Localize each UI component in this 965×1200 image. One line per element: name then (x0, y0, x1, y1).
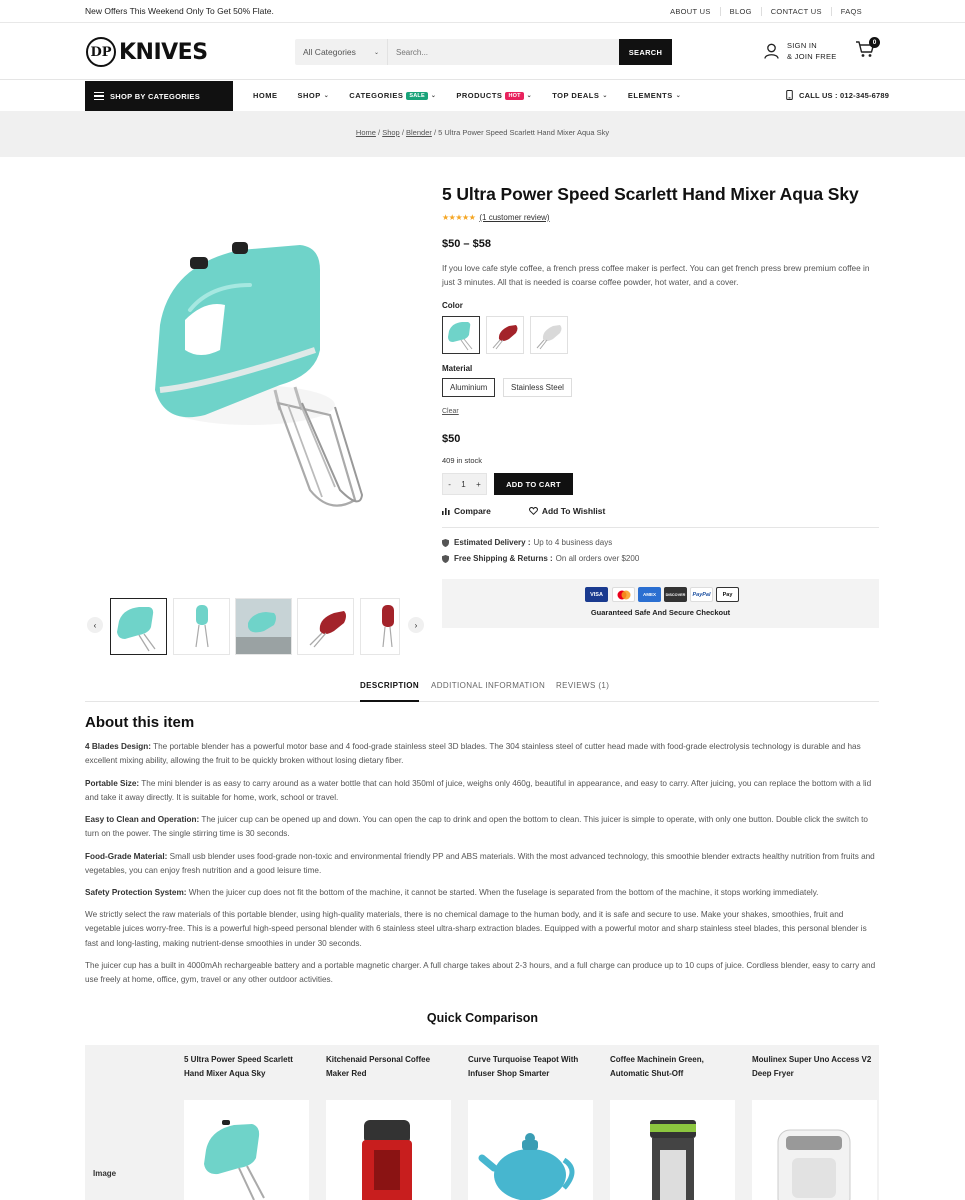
thumbnail[interactable] (173, 598, 230, 655)
main-nav (0, 80, 965, 111)
clear-selection-link[interactable]: Clear (442, 408, 459, 415)
comparison-product-image[interactable] (610, 1100, 735, 1200)
header (0, 23, 965, 80)
menu-icon (94, 92, 104, 100)
sign-in-link[interactable] (764, 40, 837, 62)
nav-item-label: TOP DEALS (552, 91, 600, 100)
breadcrumb-home[interactable]: Home (355, 128, 376, 137)
estimated-delivery (442, 538, 612, 547)
comparison-product-name[interactable]: Curve Turquoise Teapot With Infuser Shop Smarter (468, 1055, 579, 1078)
description-paragraph (85, 850, 880, 879)
tab-reviews[interactable]: REVIEWS (1) (556, 681, 610, 690)
quantity-value[interactable]: 1 (461, 479, 466, 489)
user-icon (764, 43, 779, 59)
join-label: & JOIN FREE (787, 52, 837, 61)
apple-pay-icon: Pay (716, 587, 739, 602)
bar-chart-icon (442, 507, 450, 515)
stock-status: 409 in stock (442, 456, 483, 465)
breadcrumb-shop[interactable]: Shop (382, 128, 400, 137)
quantity-increase-button[interactable]: + (476, 479, 481, 489)
contact-us-link[interactable]: CONTACT US (761, 7, 831, 16)
comparison-product-image[interactable] (326, 1100, 451, 1200)
comparison-product-name[interactable]: Coffee Machinein Green, Automatic Shut-Off (610, 1055, 704, 1078)
compare-label: Compare (454, 506, 491, 516)
heart-icon (529, 507, 538, 515)
color-label: Color (442, 301, 463, 310)
description-paragraph (85, 777, 880, 806)
breadcrumb-separator: / (433, 128, 437, 137)
material-option-aluminium[interactable]: Aluminium (442, 378, 495, 397)
logo[interactable] (86, 37, 208, 67)
paragraph-text: The juicer cup has a built in 4000mAh rechargeable battery and a portable magnetic charger. A full charge takes about 2-3 hours, and a full charge can produce up to 10 cups of juice. Cordless blender, easy to carry and use freely at home, office, gym, travel or any other outdoor activities. (85, 961, 876, 985)
logo-text: KNIVES (119, 39, 208, 65)
delivery-label: Estimated Delivery : (454, 538, 531, 547)
shipping-label: Free Shipping & Returns : (454, 554, 553, 563)
comparison-table (85, 1045, 879, 1200)
cart-count-badge: 0 (869, 37, 880, 48)
chevron-down-icon: ⌄ (430, 93, 437, 99)
paragraph-title: Portable Size: (85, 779, 140, 788)
image-row-label: Image (93, 1169, 117, 1178)
paragraph-text: When the juicer cup does not fit the bottom of the machine, it cannot be started. When the fuselage is separated from the bottom of the machine, it stops working immediately. (188, 888, 819, 897)
delivery-value: Up to 4 business days (533, 538, 613, 547)
main-product-image[interactable] (130, 225, 390, 555)
compare-button[interactable] (442, 506, 510, 516)
tab-additional-information[interactable]: ADDITIONAL INFORMATION (431, 681, 546, 690)
description-paragraph (85, 908, 880, 951)
paypal-icon: PayPal (690, 587, 713, 602)
sign-in-label: SIGN IN (787, 41, 818, 50)
rating-stars: ★★★★★ (442, 213, 476, 222)
discover-icon: DISCOVER (664, 587, 687, 602)
quantity-decrease-button[interactable]: - (448, 479, 451, 489)
add-to-wishlist-button[interactable] (529, 506, 625, 516)
call-us (786, 90, 889, 100)
review-link[interactable]: (1 customer review) (479, 213, 550, 222)
paragraph-text: The mini blender is as easy to carry around as a water bottle that can hold 350ml of juice, weighs only 460g, beautiful in appearance, and easy to carry. After juicing, you can replace the bottom with a lid and take it away directly. It is suitable for home, work, school or travel. (85, 779, 872, 803)
nav-menu (253, 80, 701, 111)
chevron-down-icon: ⌄ (675, 93, 682, 99)
description-paragraph (85, 740, 880, 769)
breadcrumb (0, 128, 965, 137)
thumbnail[interactable] (360, 598, 400, 655)
paragraph-text: We strictly select the raw materials of this portable blender, using high-quality materials, there is no chemical damage to the human body, and it is safe and secure to use. Make your shakes, smoothies, fruit and vegetable juices worry-free. This is a powerful high-speed personal blender with 6 stainless steel ultra-sharp extraction blades. Equipped with a powerful motor and sharp stainless steel blades, this personal blender is fast and long-lasting, making nutrient-dense smoothies in under 30 seconds. (85, 910, 867, 948)
paragraph-title: Food-Grade Material: (85, 852, 168, 861)
nav-item-top-deals[interactable] (552, 91, 608, 100)
shop-by-categories-label: SHOP BY CATEGORIES (110, 91, 201, 101)
chevron-down-icon: ⌄ (602, 93, 608, 99)
nav-item-label: ELEMENTS (627, 91, 673, 100)
search-bar (295, 39, 672, 65)
thumbnail-gallery (85, 596, 430, 656)
paragraph-title: 4 Blades Design: (85, 742, 151, 751)
hot-badge: HOT (505, 92, 523, 100)
selected-price: $50 (442, 433, 461, 445)
secure-checkout-box (442, 579, 879, 628)
comparison-product-name[interactable]: Kitchenaid Personal Coffee Maker Red (326, 1055, 431, 1078)
divider (442, 527, 879, 528)
description-paragraph (85, 959, 880, 988)
logo-mark: DP (86, 37, 116, 67)
comparison-product-image[interactable] (752, 1100, 877, 1200)
nav-item-label: SHOP (297, 91, 321, 100)
tab-description[interactable]: DESCRIPTION (360, 681, 419, 702)
paragraph-text: The juicer cup can be opened up and down. You can open the cap to drink and open the bottom to clean. This juicer is simple to operate, with only one button. Double click the switch to turn on the power. The single stirring time is 30 seconds. (85, 815, 868, 839)
nav-item-products[interactable] (456, 91, 532, 100)
shipping-value: On all orders over $200 (555, 554, 640, 563)
quick-comparison-heading: Quick Comparison (426, 1011, 539, 1025)
about-us-link[interactable]: ABOUT US (670, 6, 711, 16)
comparison-product-image[interactable] (468, 1100, 593, 1200)
thumbnail[interactable] (235, 598, 292, 655)
thumbnail[interactable] (297, 598, 354, 655)
product-rating (442, 213, 550, 222)
breadcrumb-blender[interactable]: Blender (406, 128, 432, 137)
paragraph-text: The portable blender has a powerful motor base and 4 food-grade stainless steel 3D blades. The 304 stainless steel of cutter head made with food-grade electrolysis technology is durable and has excellent mixing ability, allowing the fruit to be quickly broken without losing dietary fiber. (85, 742, 861, 766)
top-bar (0, 0, 965, 23)
material-option-stainless-steel[interactable]: Stainless Steel (503, 378, 572, 397)
mastercard-icon (612, 587, 635, 602)
quantity-stepper (442, 473, 487, 495)
paragraph-title: Easy to Clean and Operation: (85, 815, 200, 824)
product-description: If you love cafe style coffee, a french press coffee maker is perfect. You can get french press brew premium coffee in just 3 minutes. All that is needed is coarse coffee powder, hot water, and a cover. (442, 263, 870, 287)
thumbnail[interactable] (110, 598, 167, 655)
breadcrumb-separator: / (378, 128, 381, 137)
category-select[interactable] (295, 39, 388, 65)
cart-button[interactable] (855, 40, 877, 62)
paragraph-title: Safety Protection System: (85, 888, 187, 897)
shield-icon (442, 539, 449, 547)
description-paragraph (85, 886, 880, 900)
nav-item-label: HOME (253, 91, 278, 100)
breadcrumb-separator: / (401, 128, 404, 137)
chevron-down-icon: ⌄ (373, 49, 379, 56)
phone-icon (786, 90, 793, 100)
offer-text: New Offers This Weekend Only To Get 50% Flate. (85, 6, 274, 16)
product-actions (442, 506, 643, 516)
material-label: Material (442, 364, 473, 373)
shield-icon (442, 555, 449, 563)
chevron-right-icon[interactable]: › (408, 617, 424, 633)
shop-by-categories-button[interactable] (85, 81, 233, 111)
product-title: 5 Ultra Power Speed Scarlett Hand Mixer Aqua Sky (442, 184, 859, 204)
chevron-down-icon: ⌄ (323, 93, 330, 99)
comparison-product-name[interactable]: 5 Ultra Power Speed Scarlett Hand Mixer Aqua Sky (184, 1055, 293, 1078)
nav-item-label: PRODUCTS (456, 91, 503, 100)
add-to-cart-button[interactable]: ADD TO CART (494, 473, 573, 495)
breadcrumb-current: 5 Ultra Power Speed Scarlett Hand Mixer Aqua Sky (438, 128, 610, 137)
breadcrumb-band (0, 111, 965, 157)
category-select-value: All Categories (303, 47, 356, 57)
search-input[interactable] (388, 39, 619, 65)
call-us-text: CALL US : 012-345-6789 (799, 90, 890, 100)
product-tabs (85, 671, 879, 702)
top-links (661, 0, 871, 22)
price-range: $50 – $58 (442, 238, 491, 250)
comparison-product-image[interactable] (184, 1100, 309, 1200)
chevron-down-icon: ⌄ (526, 93, 533, 99)
color-swatch-red[interactable] (486, 316, 524, 354)
amex-icon: AMEX (638, 587, 661, 602)
free-shipping (442, 554, 639, 563)
blog-link[interactable]: BLOG (720, 7, 761, 16)
about-heading: About this item (85, 714, 195, 731)
description-paragraph (85, 813, 880, 842)
color-swatch-silver[interactable] (530, 316, 568, 354)
visa-icon: VISA (585, 587, 608, 602)
color-swatch-aqua[interactable] (442, 316, 480, 354)
nav-item-elements[interactable] (628, 91, 681, 100)
nav-item-home[interactable] (253, 91, 278, 100)
search-button[interactable]: SEARCH (619, 39, 672, 65)
wishlist-label: Add To Wishlist (541, 506, 606, 516)
comparison-product-name[interactable]: Moulinex Super Uno Access V2 Deep Fryer (752, 1055, 872, 1078)
nav-item-shop[interactable] (298, 91, 330, 100)
secure-caption: Guaranteed Safe And Secure Checkout (590, 608, 731, 617)
chevron-left-icon[interactable]: ‹ (87, 617, 103, 633)
nav-item-label: CATEGORIES (349, 91, 404, 100)
nav-item-categories[interactable] (349, 91, 436, 100)
faqs-link[interactable]: FAQS (831, 7, 871, 16)
paragraph-text: Small usb blender uses food-grade non-toxic and environmental friendly PP and ABS materials. With the most advanced technology, this smoothie blender extracts healthy nutrition from fruits and vegetables, you can enjoy fresh nutrition and a good leisure time. (85, 852, 875, 876)
sale-badge: SALE (406, 92, 427, 100)
